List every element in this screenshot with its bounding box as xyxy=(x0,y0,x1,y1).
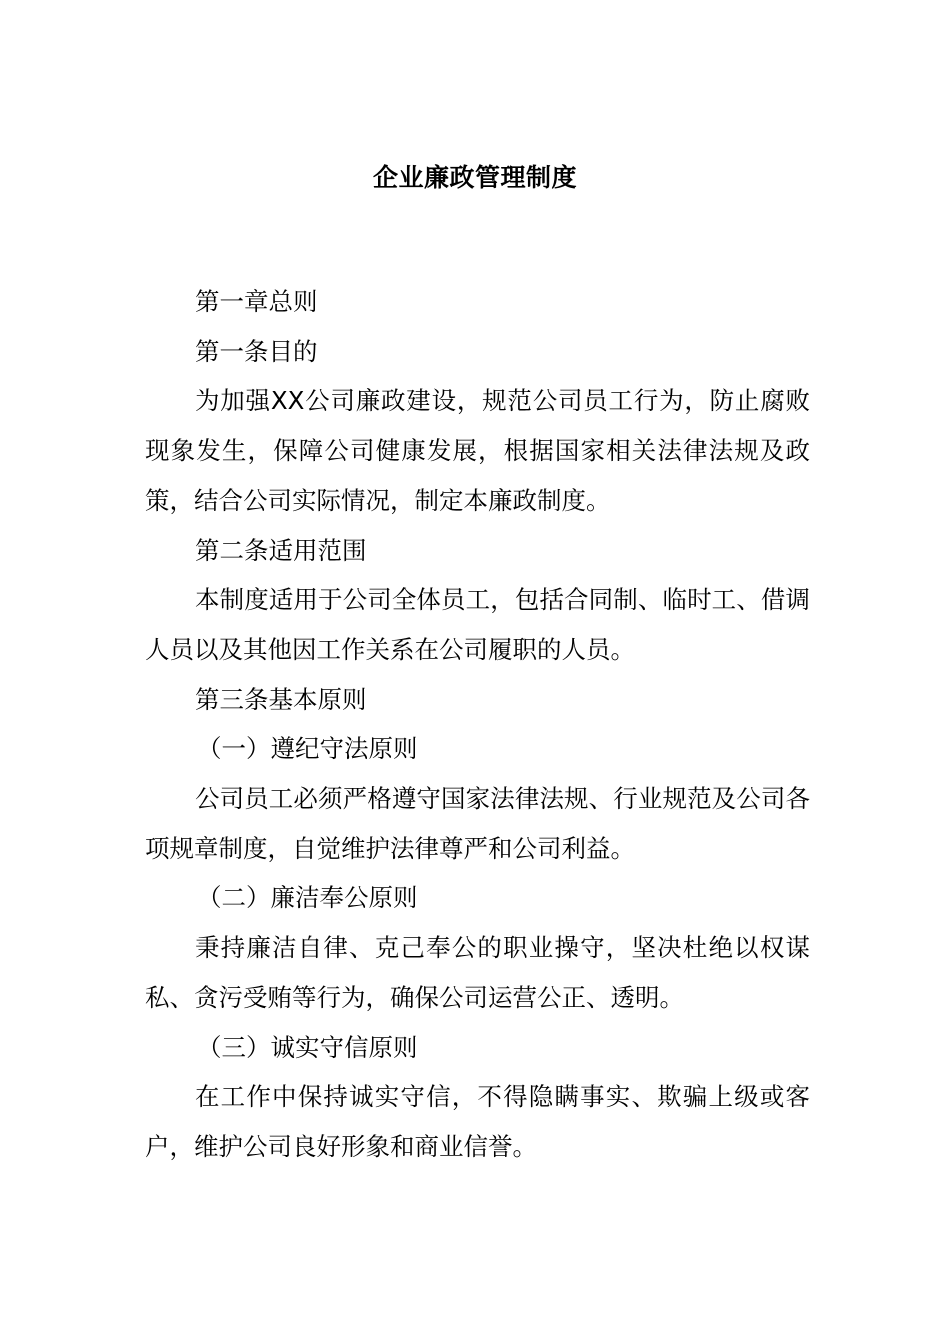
article-heading-purpose: 第一条目的 xyxy=(195,336,318,366)
document-title: 企业廉政管理制度 xyxy=(372,163,577,192)
principle-paragraph-1: 公司员工必须严格遵守国家法律法规、行业规范及公司各项规章制度，自觉维护法律尊严和公司利益。 xyxy=(145,784,810,863)
article-heading-scope: 第二条适用范围 xyxy=(195,535,367,565)
principle-paragraph-2: 秉持廉洁自律、克己奉公的职业操守，坚决杜绝以权谋私、贪污受贿等行为，确保公司运营公正、透明。 xyxy=(145,933,810,1012)
principle-paragraph-3: 在工作中保持诚实守信，不得隐瞒事实、欺骗上级或客户，维护公司良好形象和商业信誉。 xyxy=(145,1082,810,1161)
chapter-heading: 第一章总则 xyxy=(195,287,318,316)
principle-item-2: （二）廉洁奉公原则 xyxy=(197,883,418,913)
article-heading-principles: 第三条基本原则 xyxy=(195,684,367,714)
document-body xyxy=(145,277,810,1172)
article-paragraph-purpose: 为加强XX公司廉政建设，规范公司员工行为，防止腐败现象发生，保障公司健康发展，根据国家相关法律法规及政策，结合公司实际情况，制定本廉政制度。 xyxy=(145,386,810,515)
principle-item-3: （三）诚实守信原则 xyxy=(197,1032,418,1062)
principle-item-1: （一）遵纪守法原则 xyxy=(197,734,418,764)
article-paragraph-scope: 本制度适用于公司全体员工，包括合同制、临时工、借调人员以及其他因工作关系在公司履职的人员。 xyxy=(145,585,810,664)
